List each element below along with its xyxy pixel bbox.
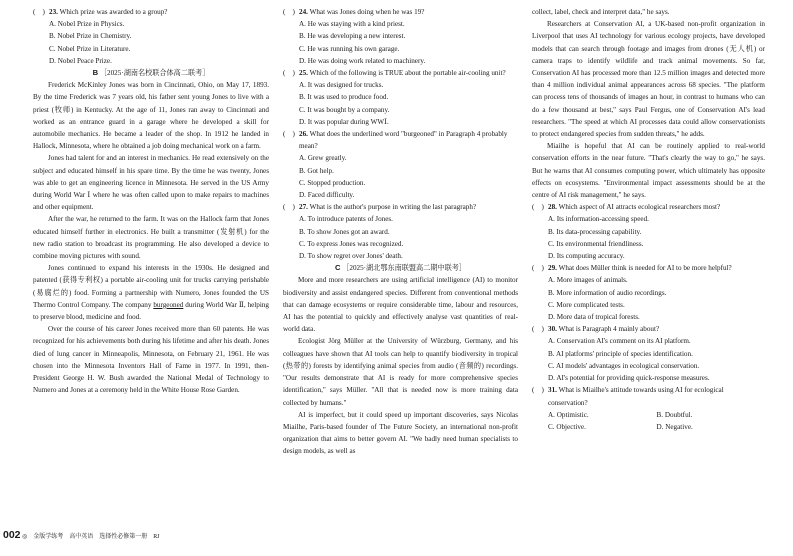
answer-bracket[interactable]: ( ) (532, 386, 544, 395)
page-footer (3, 529, 160, 541)
question-28: ( ) 28. Which aspect of AI attracts ecological researchers most? (532, 201, 765, 213)
q24-option-c: C. He was running his own garage. (299, 44, 400, 53)
answer-bracket[interactable]: ( ) (283, 203, 295, 212)
question-26: ( ) 26. What does the underlined word "burgeoned" in Paragraph 4 probably mean? (283, 130, 508, 151)
question-30: ( ) 30. What is Paragraph 4 mainly about? (532, 323, 765, 335)
question-23: ( ) 23. Which prize was awarded to a group? (33, 6, 269, 18)
q25-option-a: A. It was designed for trucks. (299, 81, 384, 90)
passage-b-heading: B ［2025·湖南名校联合体高二联考］ (92, 68, 210, 78)
question-27: ( ) 27. What is the author's purpose in writing the last paragraph? (283, 201, 518, 213)
q26-option-a: A. Grew greatly. (299, 154, 347, 163)
answer-bracket[interactable]: ( ) (532, 325, 544, 334)
q31-option-a: A. Optimistic. (548, 410, 589, 419)
passage-c-paragraph-5: Miailhe is hopeful that AI can be routinely applied to real-world conservation efforts in the near future. "That's clearly the way to go," he says. But he warns that AI consumes computing power, which ultimately has opposite effects on ecosystems. "Environmental impact assessments should be at the centre of AI risk management," he says. (532, 142, 765, 200)
q31-options-row-2 (532, 421, 765, 433)
passage-b-paragraph-3: After the war, he returned to the farm. It was on the Hallock farm that Jones educated himself further in electronics. He built a transmitter (发射机) for the new radio station to broadcast its programming. He also developed a device to combine moving pictures with sound. (33, 215, 269, 261)
column-3 (532, 6, 765, 433)
passage-b-paragraph-1: Frederick McKinley Jones was born in Cincinnati, Ohio, on May 17, 1893. By the time Frederick was 7 years old, his father sent young Jones to live with a priest (牧师) in Kentucky. At the age of 11, Jones ran away to Cincinnati and worked as an entrance guard in a garage where he developed a skill for automobile mechanics. He became a leader of the shop. In 1912 he landed in Hallock, Minnesota, where he obtained a job doing mechanical work on a farm. (33, 81, 269, 151)
q26-option-c: C. Stopped production. (299, 178, 366, 187)
answer-bracket[interactable]: ( ) (283, 130, 295, 139)
answer-bracket[interactable]: ( ) (33, 8, 45, 16)
passage-b-paragraph-2: Jones had talent for and an interest in mechanics. He read extensively on the subject and educated himself in his spare time. By the time he was twenty, Jones was able to get an engineering licence in Minnesota. He served in the US Army during World War Ⅰ where he was often called upon to make repairs to machines and other equipment. (33, 154, 269, 212)
passage-c-paragraph-1: More and more researchers are using artificial intelligence (AI) to monitor biodiversity and assist endangered species. Different from conventional methods that can damage ecosystems or require considerable time, labour and resources, AI has the potential to quickly and effectively analyse vast quantities of real-world data. (283, 276, 518, 334)
q30-option-d: D. AI's potential for providing quick-response measures. (548, 374, 710, 383)
answer-bracket[interactable]: ( ) (283, 69, 295, 78)
q24-option-a: A. He was staying with a kind priest. (299, 20, 405, 29)
q26-option-b: B. Got help. (299, 166, 334, 175)
q25-option-d: D. It was popular during WWⅠ. (299, 117, 389, 126)
q31-option-d: D. Negative. (656, 422, 693, 431)
q29-option-b: B. More information of audio recordings. (548, 288, 667, 297)
column-2 (283, 6, 518, 458)
q31-option-b: B. Doubtful. (656, 410, 693, 419)
q27-option-d: D. To show regret over Jones' death. (299, 252, 403, 261)
q27-option-c: C. To express Jones was recognized. (299, 239, 404, 248)
q29-option-a: A. More images of animals. (548, 276, 628, 285)
column-1 (33, 6, 269, 397)
q26-option-d: D. Faced difficulty. (299, 191, 355, 200)
passage-c-paragraph-2: Ecologist Jörg Müller at the University of Würzburg, Germany, and his colleagues have shown that AI tools can help to quantify biodiversity in tropical (热带的) forests by identifying animal species from audio (音频的) recordings. "Our results demonstrate that AI is ready for more comprehensive species identification," says Müller. "All that is needed now is more training data collected by humans." (283, 337, 518, 407)
q24-option-d: D. He was doing work related to machinery. (299, 56, 426, 65)
q23-option-b: B. Nobel Prize in Chemistry. (49, 32, 132, 41)
footer-text: ◎ 金版学练考 高中英语 选择性必修第一册 RJ (22, 534, 160, 540)
passage-b-paragraph-5: Over the course of his career Jones received more than 60 patents. He was recognized for his achievements both during his lifetime and after his death. Jones died of lung cancer in Minneapolis, Minnesota, on February 21, 1961. He was chosen into the Minnesota Inventors Hall of Fame in 1977. In 1991, then-President George H. W. Bush awarded the National Medal of Technology to Numero and Jones at a ceremony held in the White House Rose Garden. (33, 325, 269, 395)
q28-option-d: D. Its computing accuracy. (548, 252, 625, 261)
passage-c-heading: C ［2025·湖北鄂东南联盟高二期中联考］ (334, 263, 467, 273)
q31-option-c: C. Objective. (548, 422, 586, 431)
question-24: ( ) 24. What was Jones doing when he was 19? (283, 6, 518, 18)
q30-option-c: C. AI models' advantages in ecological conservation. (548, 361, 700, 370)
q25-option-b: B. It was used to produce food. (299, 93, 389, 102)
q29-option-c: C. More complicated tests. (548, 300, 625, 309)
q23-option-c: C. Nobel Prize in Literature. (49, 44, 131, 53)
q30-option-b: B. AI platforms' principle of species identification. (548, 349, 693, 358)
q29-option-d: D. More data of tropical forests. (548, 313, 640, 322)
answer-bracket[interactable]: ( ) (532, 203, 544, 212)
q30-option-a: A. Conservation AI's comment on its AI platform. (548, 337, 691, 346)
answer-bracket[interactable]: ( ) (532, 264, 544, 273)
question-31: ( ) 31. What is Miailhe's attitude towards using AI for ecological conservation? (532, 386, 724, 407)
q28-option-b: B. Its data-processing capability. (548, 227, 642, 236)
passage-c-paragraph-3-continued: collect, label, check and interpret data," he says. (532, 8, 670, 16)
q23-option-a: A. Nobel Prize in Physics. (49, 20, 125, 29)
q28-option-c: C. Its environmental friendliness. (548, 239, 644, 248)
q23-option-d: D. Nobel Peace Prize. (49, 56, 112, 65)
q27-option-a: A. To introduce patents of Jones. (299, 215, 393, 224)
underlined-word: burgeoned (153, 300, 184, 309)
q24-option-b: B. He was developing a new interest. (299, 32, 406, 41)
q31-options-row-1 (532, 409, 765, 421)
q28-option-a: A. Its information-accessing speed. (548, 215, 649, 224)
question-25: ( ) 25. Which of the following is TRUE about the portable air-cooling unit? (283, 67, 518, 79)
answer-bracket[interactable]: ( ) (283, 8, 295, 16)
q27-option-b: B. To show Jones got an award. (299, 227, 390, 236)
passage-b-paragraph-4: Jones continued to expand his interests in the 1930s. He designed and patented (获得专利权) a portable air-cooling unit for trucks carrying perishable (易腐烂的) food. Forming a partnership with Numero, Jones founded the US Thermo Control Company. The company burgeoned during World War Ⅱ, helping to preserve blood, medicine and food. (33, 264, 269, 322)
question-29: ( ) 29. What does Müller think is needed for AI to be more helpful? (532, 262, 765, 274)
page-number: 002 (3, 529, 21, 541)
passage-c-paragraph-4: Researchers at Conservation AI, a UK-based non-profit organization in Liverpool that uses AI technology for various ecology projects, have developed models that can search through footage and images from drones (无人机) or camera traps to identify wildlife and track animal movements. So far, Conservation AI has processed more than 12.5 million images and detected more than 4 million individual animal appearances across 68 species. "The platform can process tens of thousands of images an hour, in contrast to humans who can do a few thousand at best," says Paul Fergus, one of Conservation AI's lead researchers. "The speed at which AI processes data could allow conservationists to protect endangered species from sudden threats," he adds. (532, 20, 765, 139)
q25-option-c: C. It was bought by a company. (299, 105, 390, 114)
passage-c-paragraph-3: AI is imperfect, but it could speed up important discoveries, says Nicolas Miailhe, Paris-based founder of The Future Society, an international non-profit organization that aims to better govern AI. "We badly need human specialists to design models, as well as (283, 410, 518, 456)
